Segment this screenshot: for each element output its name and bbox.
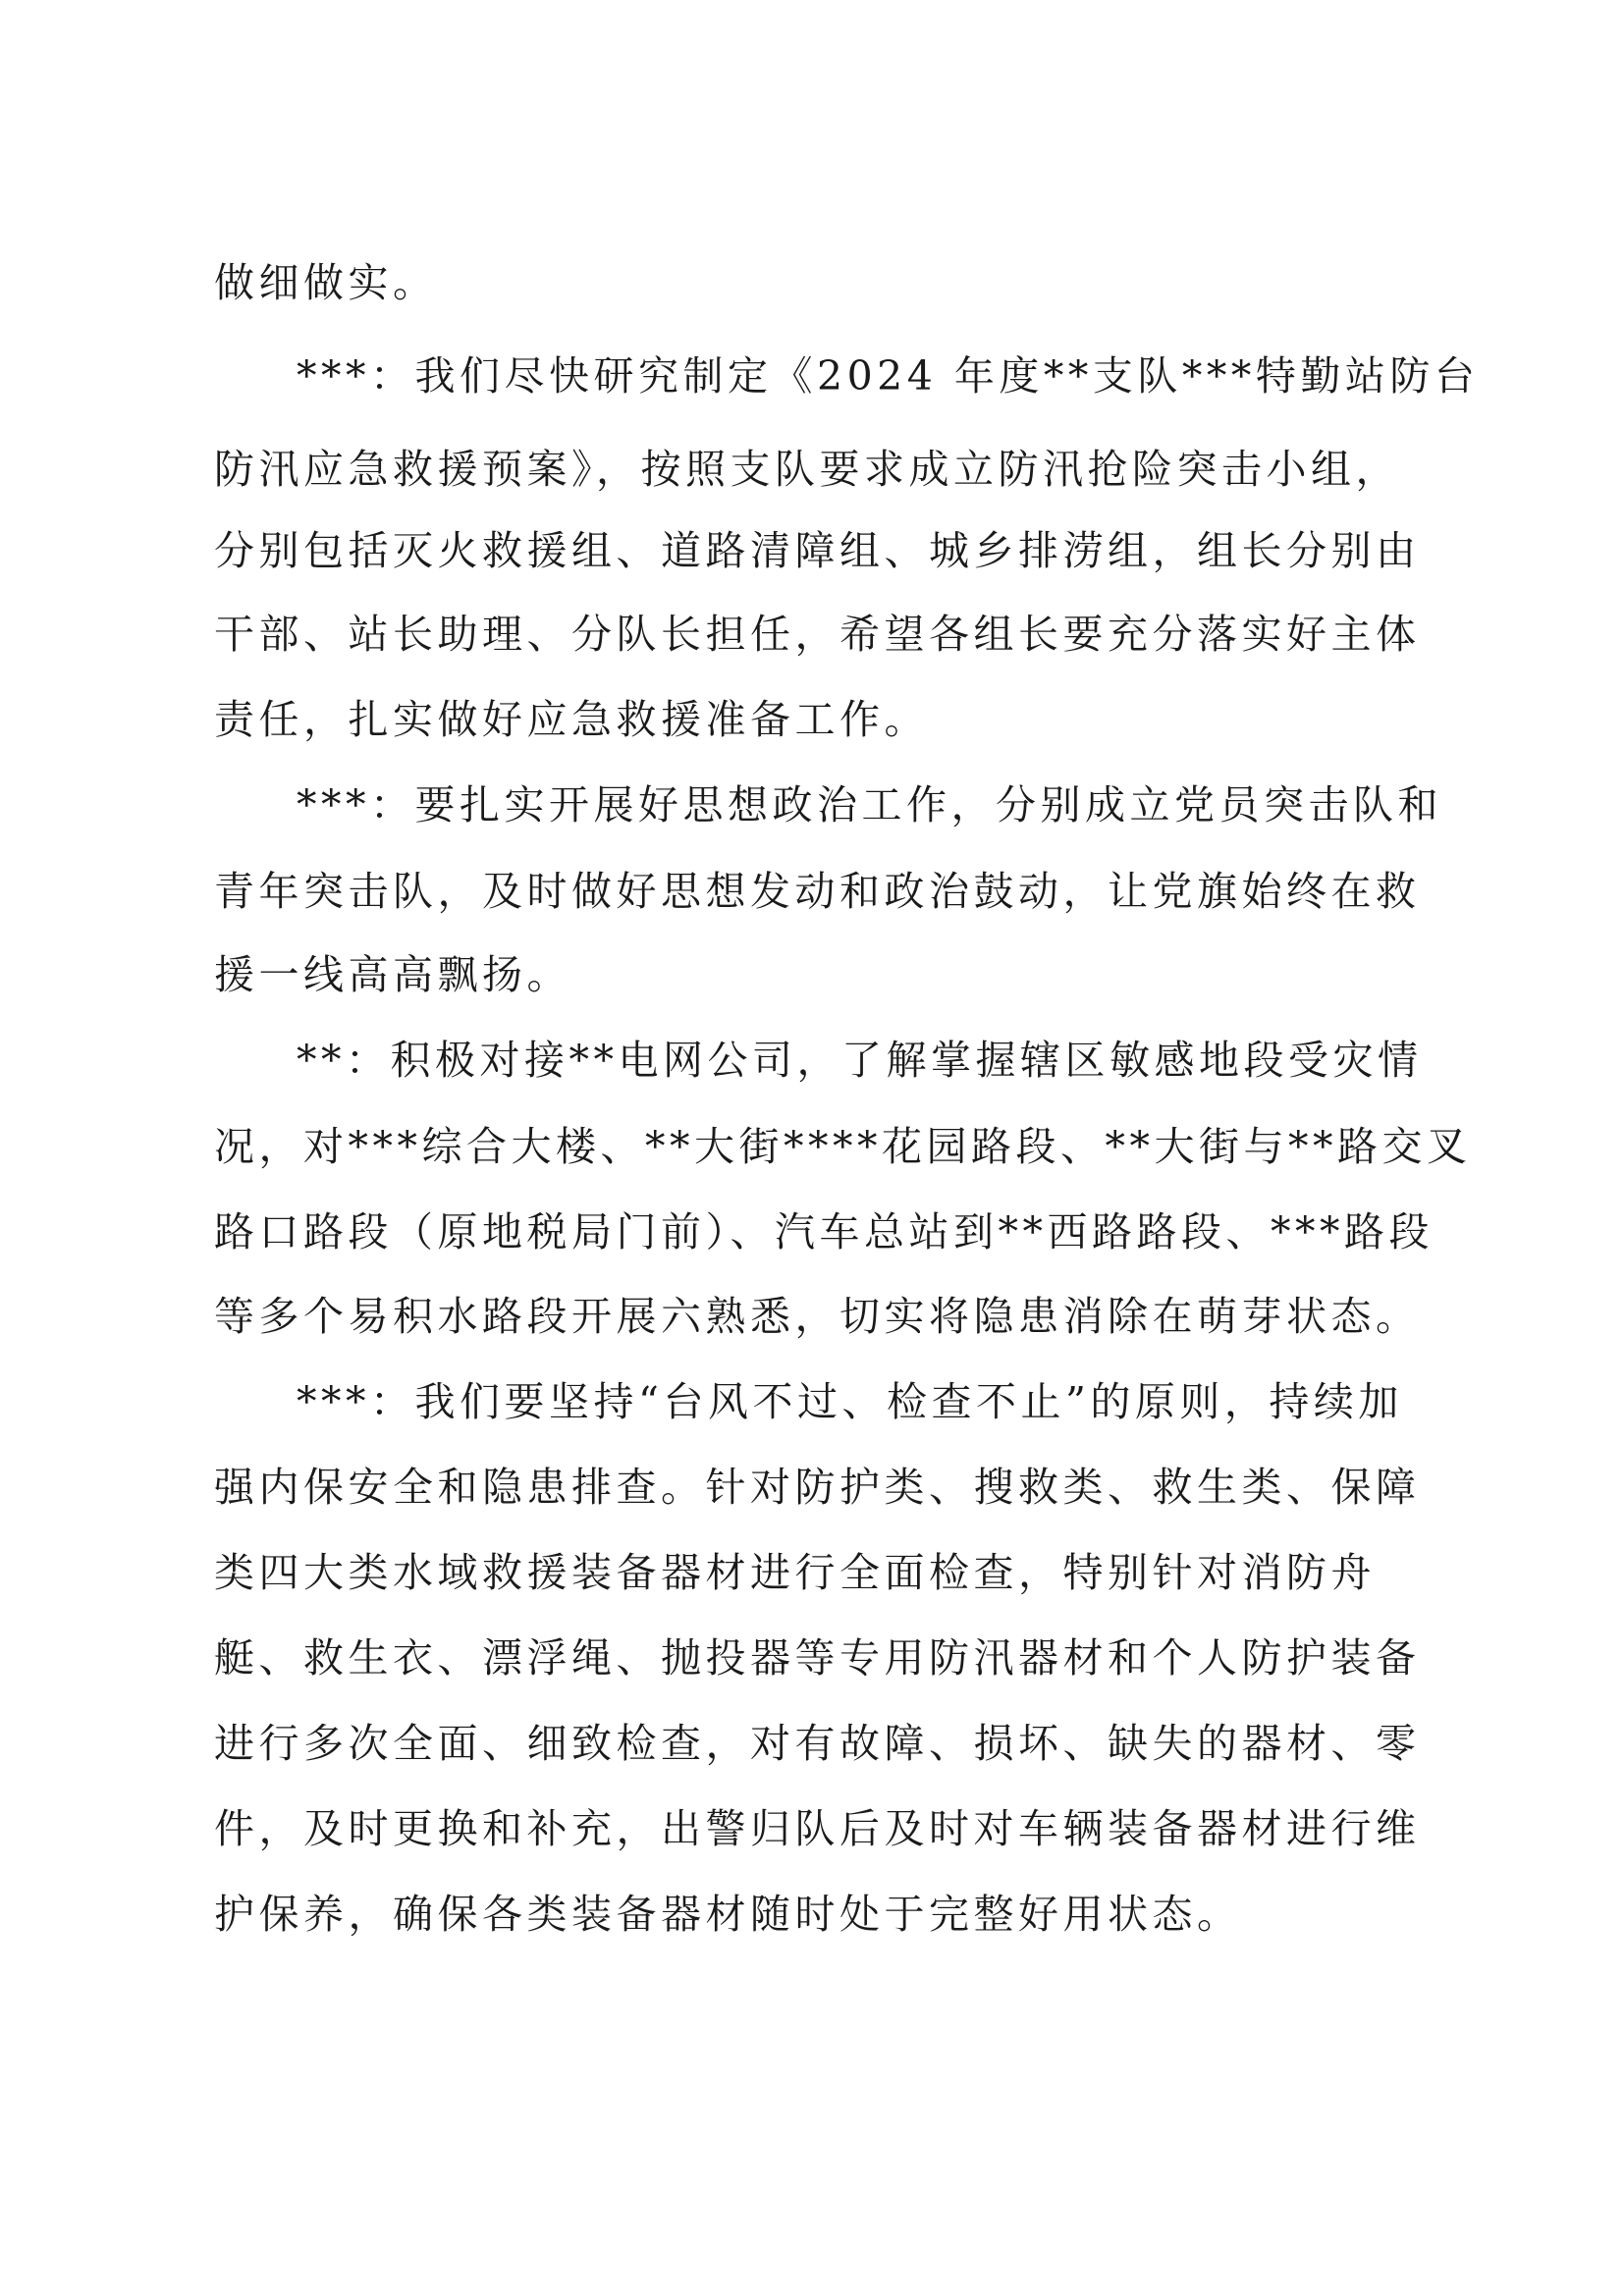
text-line-10: **：积极对接**电网公司，了解掌握辖区敏感地段受灾情: [297, 1037, 1423, 1084]
text-line-14: ***：我们要坚持“台风不过、检查不止”的原则，持续加: [297, 1378, 1403, 1425]
text-line-2: ***：我们尽快研究制定《2024 年度**支队***特勤站防台: [297, 352, 1480, 400]
text-line-20: 护保养，确保各类装备器材随时处于完整好用状态。: [214, 1891, 1242, 1938]
text-line-15: 强内保安全和隐患排查。针对防护类、搜救类、救生类、保障: [214, 1464, 1421, 1511]
text-line-17: 艇、救生衣、漂浮绳、抛投器等专用防汛器材和个人防护装备: [214, 1634, 1421, 1682]
text-line-12: 路口路段（原地税局门前）、汽车总站到**西路路段、***路段: [214, 1208, 1434, 1255]
text-line-16: 类四大类水域救援装备器材进行全面检查，特别针对消防舟: [214, 1549, 1376, 1596]
text-line-8: 青年突击队，及时做好思想发动和政治鼓动，让党旗始终在救: [214, 868, 1421, 915]
text-line-4: 分别包括灭火救援组、道路清障组、城乡排涝组，组长分别由: [214, 527, 1421, 574]
text-line-1: 做细做实。: [214, 259, 438, 306]
text-line-11: 况，对***综合大楼、**大街****花园路段、**大街与**路交叉: [214, 1123, 1472, 1170]
text-line-19: 件，及时更换和补充，出警归队后及时对车辆装备器材进行维: [214, 1805, 1421, 1852]
text-line-5: 干部、站长助理、分队长担任，希望各组长要充分落实好主体: [214, 611, 1421, 658]
text-line-7: ***：要扎实开展好思想政治工作，分别成立党员突击队和: [297, 781, 1442, 828]
text-line-18: 进行多次全面、细致检查，对有故障、损坏、缺失的器材、零: [214, 1720, 1421, 1767]
text-line-6: 责任，扎实做好应急救援准备工作。: [214, 696, 929, 743]
text-line-9: 援一线高高飘扬。: [214, 951, 571, 998]
text-line-3: 防汛应急救援预案》，按照支队要求成立防汛抢险突击小组，: [214, 446, 1400, 493]
text-line-13: 等多个易积水路段开展六熟悉，切实将隐患消除在萌芽状态。: [214, 1293, 1421, 1340]
